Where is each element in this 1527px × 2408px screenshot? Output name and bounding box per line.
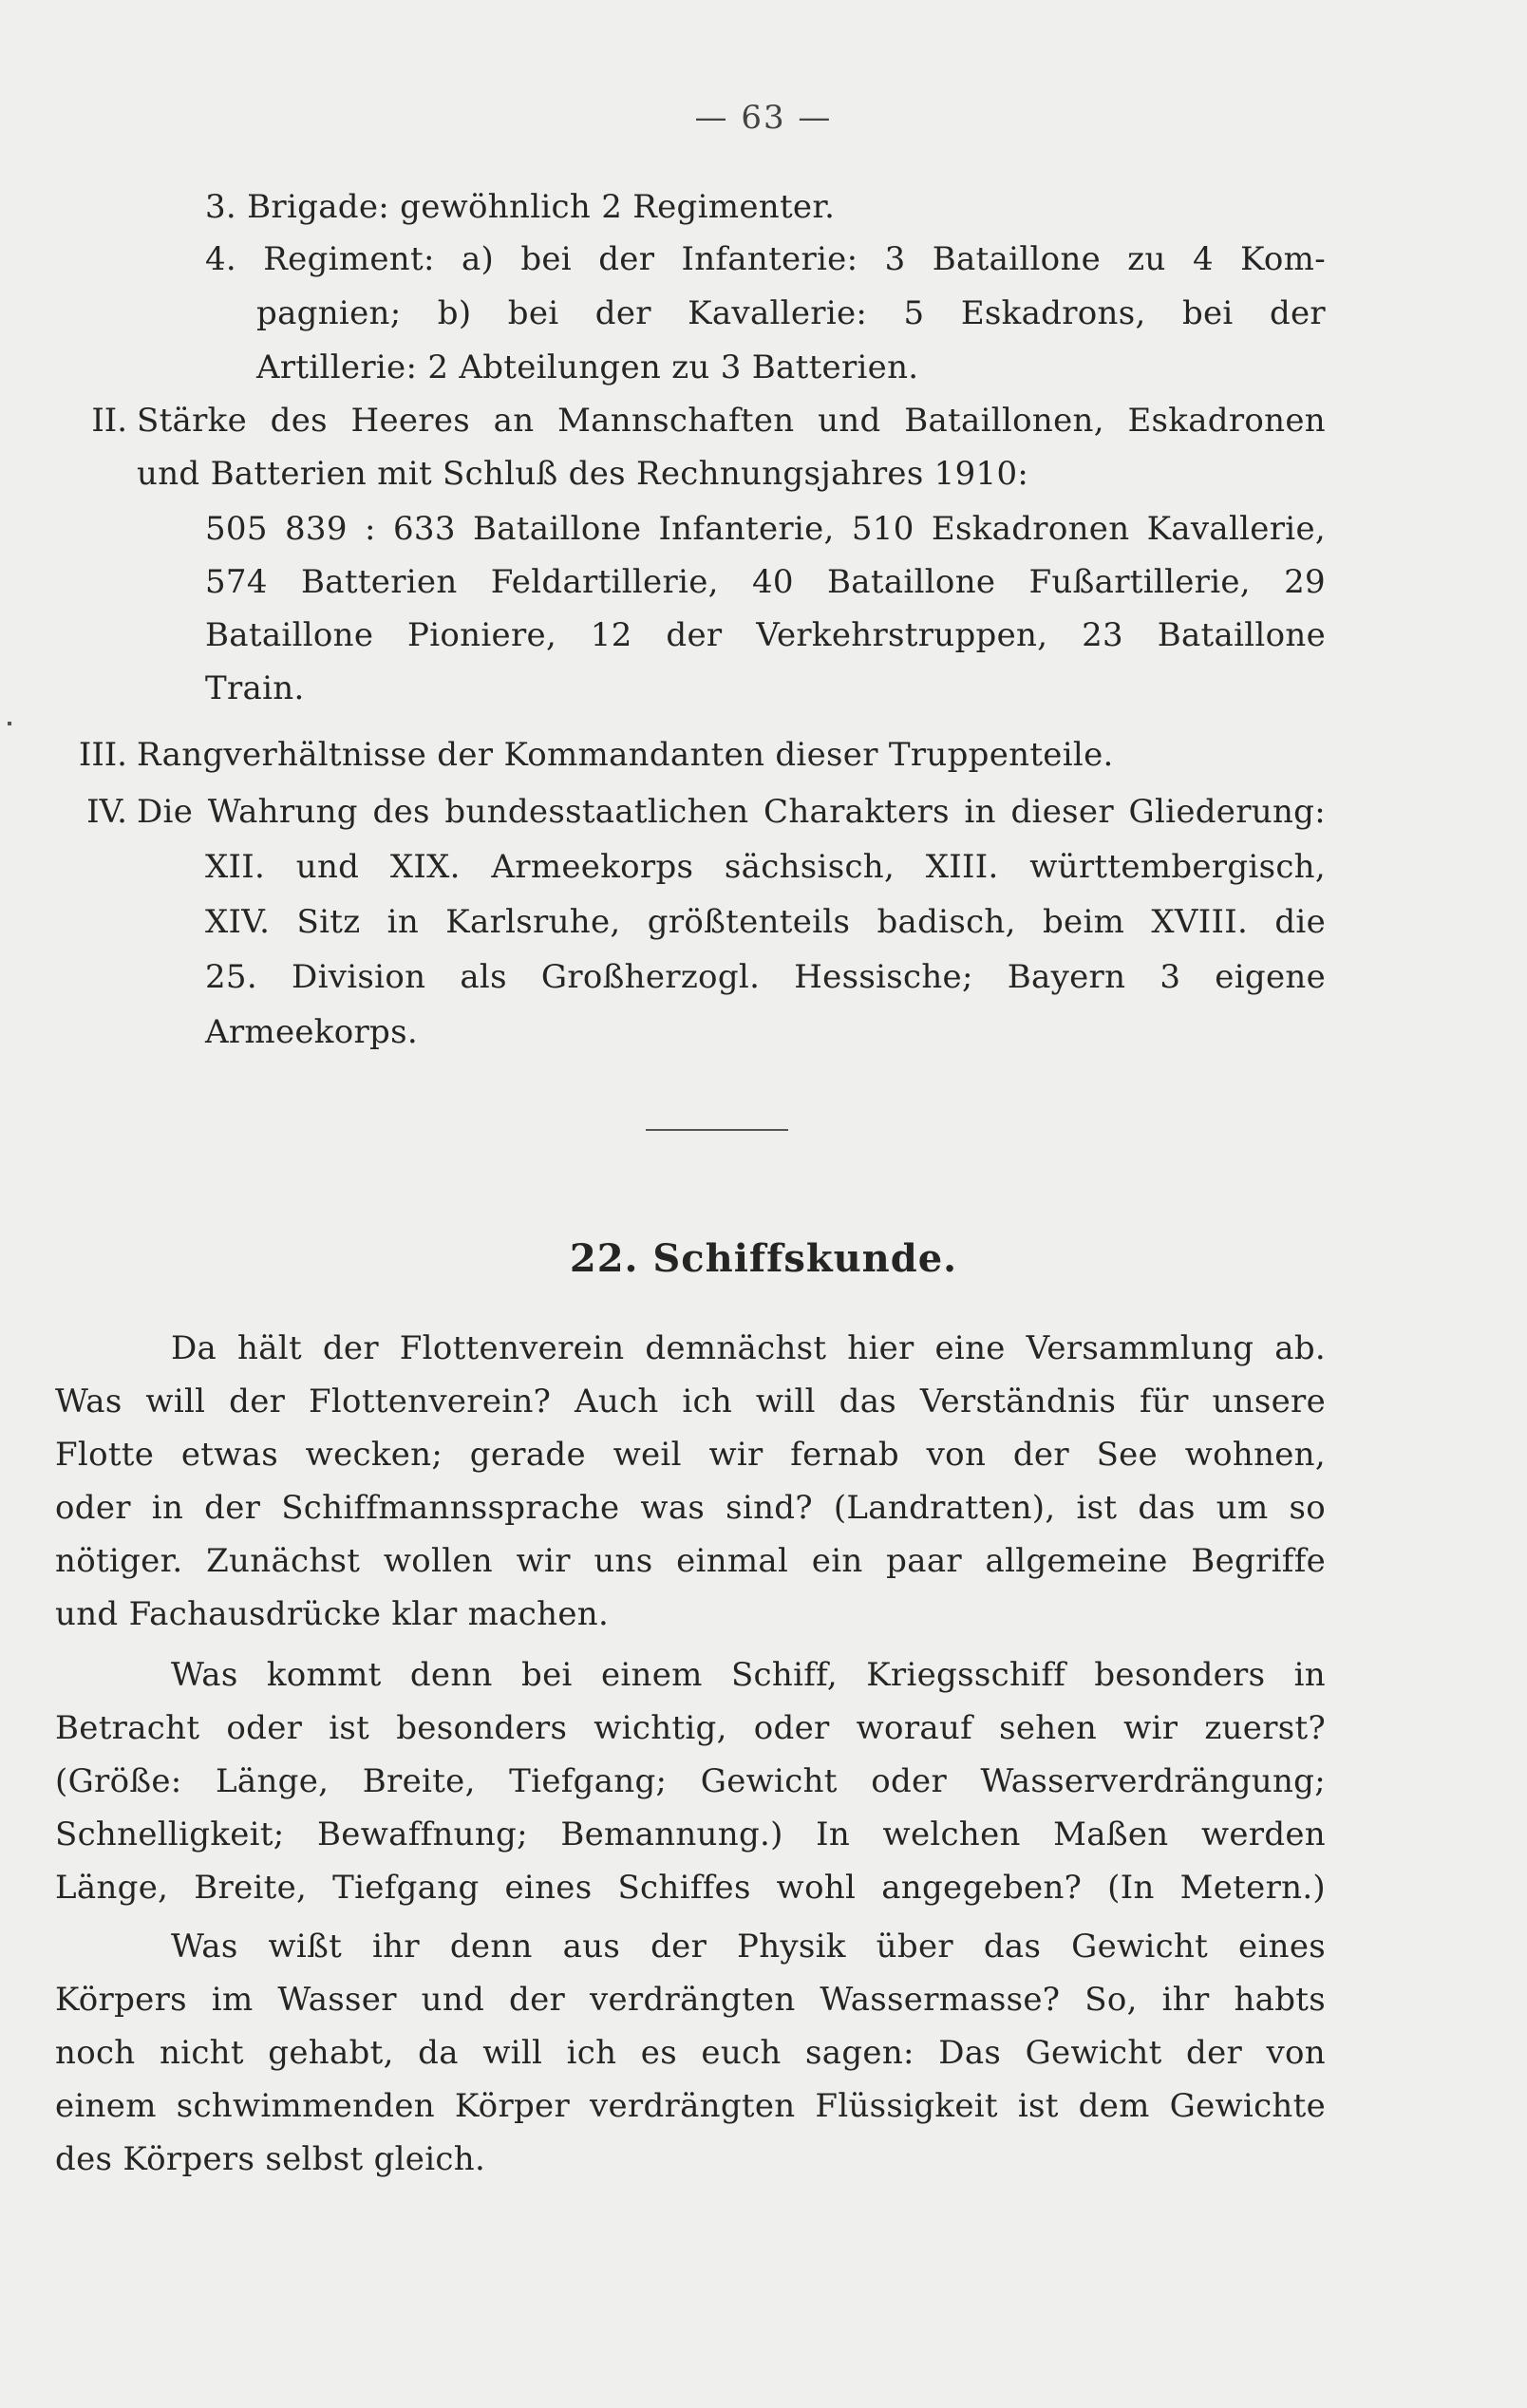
numeral-II: II.	[91, 402, 127, 440]
section-II-line-2: und Batterien mit Schluß des Rechnungsjahres 1910:	[137, 455, 1029, 493]
paragraph1-line-4: oder in der Schiffmannssprache was sind? (Landratten), ist das um so	[55, 1489, 1326, 1527]
paragraph2-line-1: Was kommt denn bei einem Schiff, Kriegsschiff besonders in	[171, 1656, 1326, 1694]
section-II-line-6: Train.	[205, 669, 305, 707]
section-II-line-4: 574 Batterien Feldartillerie, 40 Bataillone Fußartillerie, 29	[205, 563, 1326, 601]
paragraph3-line-2: Körpers im Wasser und der verdrängten Wassermasse? So, ihr habts	[55, 1981, 1326, 2019]
paragraph1-line-3: Flotte etwas wecken; gerade weil wir fernab von der See wohnen,	[55, 1436, 1326, 1474]
brigade-line: 3. Brigade: gewöhnlich 2 Regimenter.	[205, 188, 836, 226]
numeral-IV: IV.	[86, 793, 127, 831]
section-II-line-3: 505 839 : 633 Bataillone Infanterie, 510 Eskadronen Kavallerie,	[205, 510, 1326, 548]
section-IV-line-2: XII. und XIX. Armeekorps sächsisch, XIII. württembergisch,	[205, 848, 1326, 886]
paragraph2-line-3: (Größe: Länge, Breite, Tiefgang; Gewicht oder Wasserverdrängung;	[55, 1762, 1326, 1800]
section-IV-line-5: Armeekorps.	[205, 1013, 418, 1051]
section-IV-line-3: XIV. Sitz in Karlsruhe, größtenteils badisch, beim XVIII. die	[205, 903, 1326, 941]
numeral-III: III.	[78, 736, 127, 774]
regiment-line-1: 4. Regiment: a) bei der Infanterie: 3 Bataillone zu 4 Kom-	[205, 240, 1326, 278]
paragraph1-line-5: nötiger. Zunächst wollen wir uns einmal ein paar allgemeine Begriffe	[55, 1542, 1326, 1580]
section-divider	[646, 1129, 788, 1131]
paragraph2-line-2: Betracht oder ist besonders wichtig, oder worauf sehen wir zuerst?	[55, 1709, 1326, 1747]
paragraph3-line-1: Was wißt ihr denn aus der Physik über das Gewicht eines	[171, 1928, 1326, 1966]
paragraph1-line-1: Da hält der Flottenverein demnächst hier eine Versammlung ab.	[171, 1329, 1326, 1367]
paragraph1-line-2: Was will der Flottenverein? Auch ich will das Verständnis für unsere	[55, 1383, 1326, 1420]
paragraph3-line-3: noch nicht gehabt, da will ich es euch sagen: Das Gewicht der von	[55, 2034, 1326, 2072]
paragraph2-line-5: Länge, Breite, Tiefgang eines Schiffes wohl angegeben? (In Metern.)	[55, 1869, 1326, 1907]
regiment-line-2: pagnien; b) bei der Kavallerie: 5 Eskadrons, bei der	[256, 294, 1326, 332]
paragraph2-line-4: Schnelligkeit; Bewaffnung; Bemannung.) In welchen Maßen werden	[55, 1815, 1326, 1853]
page-number: — 63 —	[694, 99, 833, 137]
section-III-line-1: Rangverhältnisse der Kommandanten dieser Truppenteile.	[137, 736, 1114, 774]
section-II-line-5: Bataillone Pioniere, 12 der Verkehrstruppen, 23 Bataillone	[205, 616, 1326, 654]
regiment-line-3: Artillerie: 2 Abteilungen zu 3 Batterien.	[256, 348, 919, 386]
paragraph1-line-6: und Fachausdrücke klar machen.	[55, 1595, 610, 1633]
section-IV-line-4: 25. Division als Großherzogl. Hessische; Bayern 3 eigene	[205, 958, 1326, 996]
paragraph3-line-4: einem schwimmenden Körper verdrängten Flüssigkeit ist dem Gewichte	[55, 2087, 1326, 2125]
chapter-heading: 22. Schiffskunde.	[569, 1236, 958, 1281]
section-IV-line-1: Die Wahrung des bundesstaatlichen Charakters in dieser Gliederung:	[137, 793, 1326, 831]
paragraph3-line-5: des Körpers selbst gleich.	[55, 2140, 486, 2178]
margin-mark	[8, 722, 11, 725]
section-II-line-1: Stärke des Heeres an Mannschaften und Bataillonen, Eskadronen	[137, 402, 1326, 440]
